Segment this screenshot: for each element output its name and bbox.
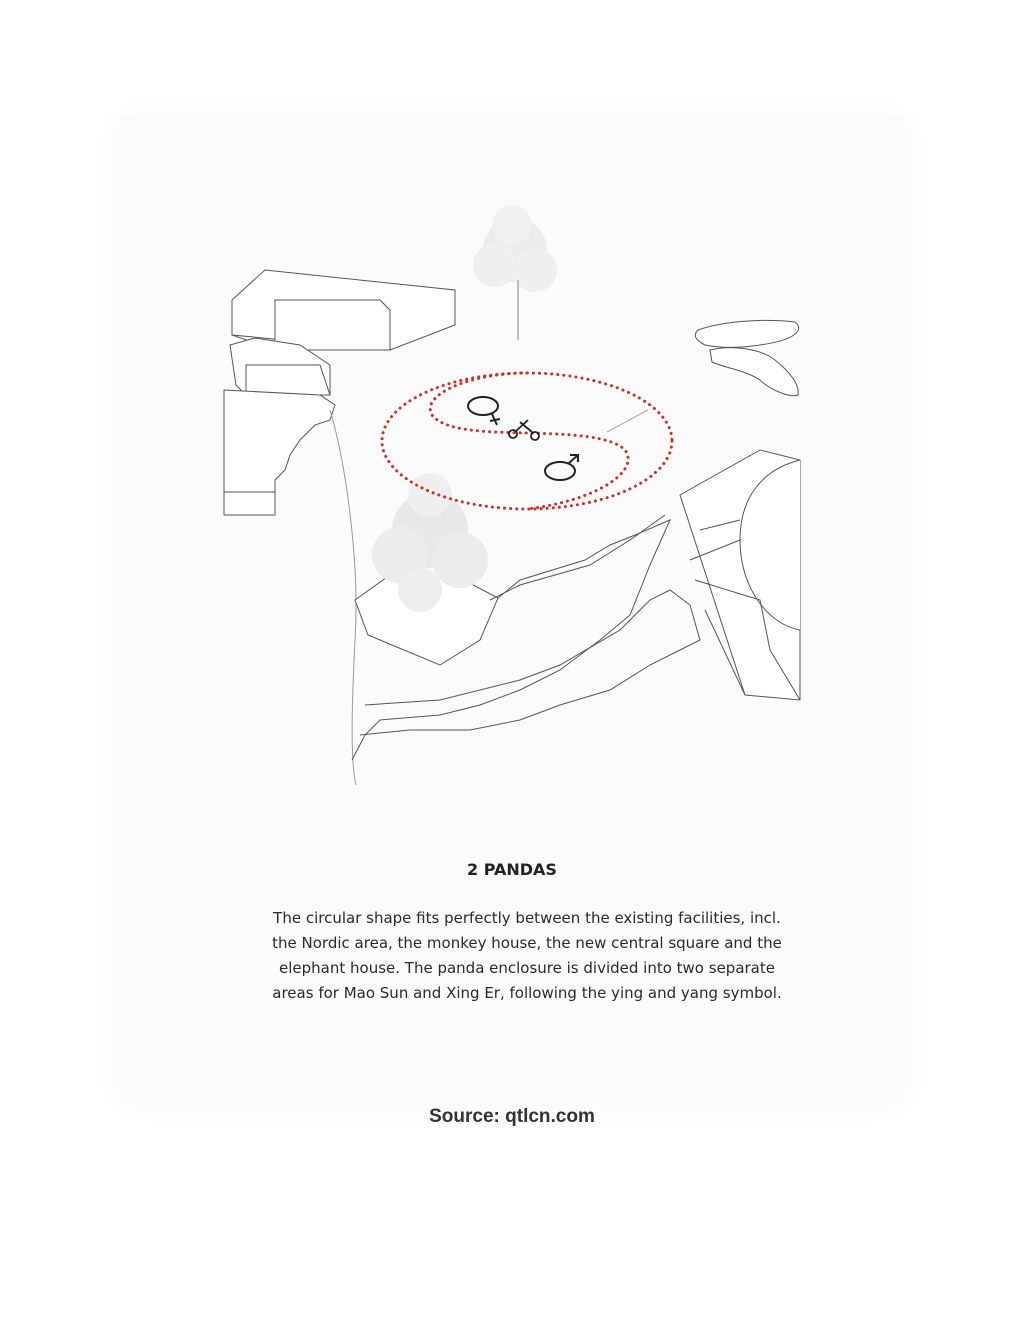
pond-outline [695,320,798,395]
elephant-house-area [680,450,800,700]
female-symbol [468,397,500,425]
description-line: The circular shape fits perfectly between the existing facilities, incl. [273,909,781,927]
description-line: areas for Mao Sun and Xing Er, following the ying and yang symbol. [272,984,782,1002]
source-credit: Source: qtlcn.com [429,1106,595,1127]
description-line: elephant house. The panda enclosure is divided into two separate [279,959,775,977]
stepped-wall-left [224,390,335,515]
description-line: the Nordic area, the monkey house, the new central square and the [272,934,782,952]
male-symbol [545,455,578,480]
buildings-top-left [230,270,455,395]
scissors-icon [509,420,539,440]
tree-top [473,205,557,340]
diagram-description [232,906,822,1006]
diagram-title: 2 PANDAS [467,860,557,879]
